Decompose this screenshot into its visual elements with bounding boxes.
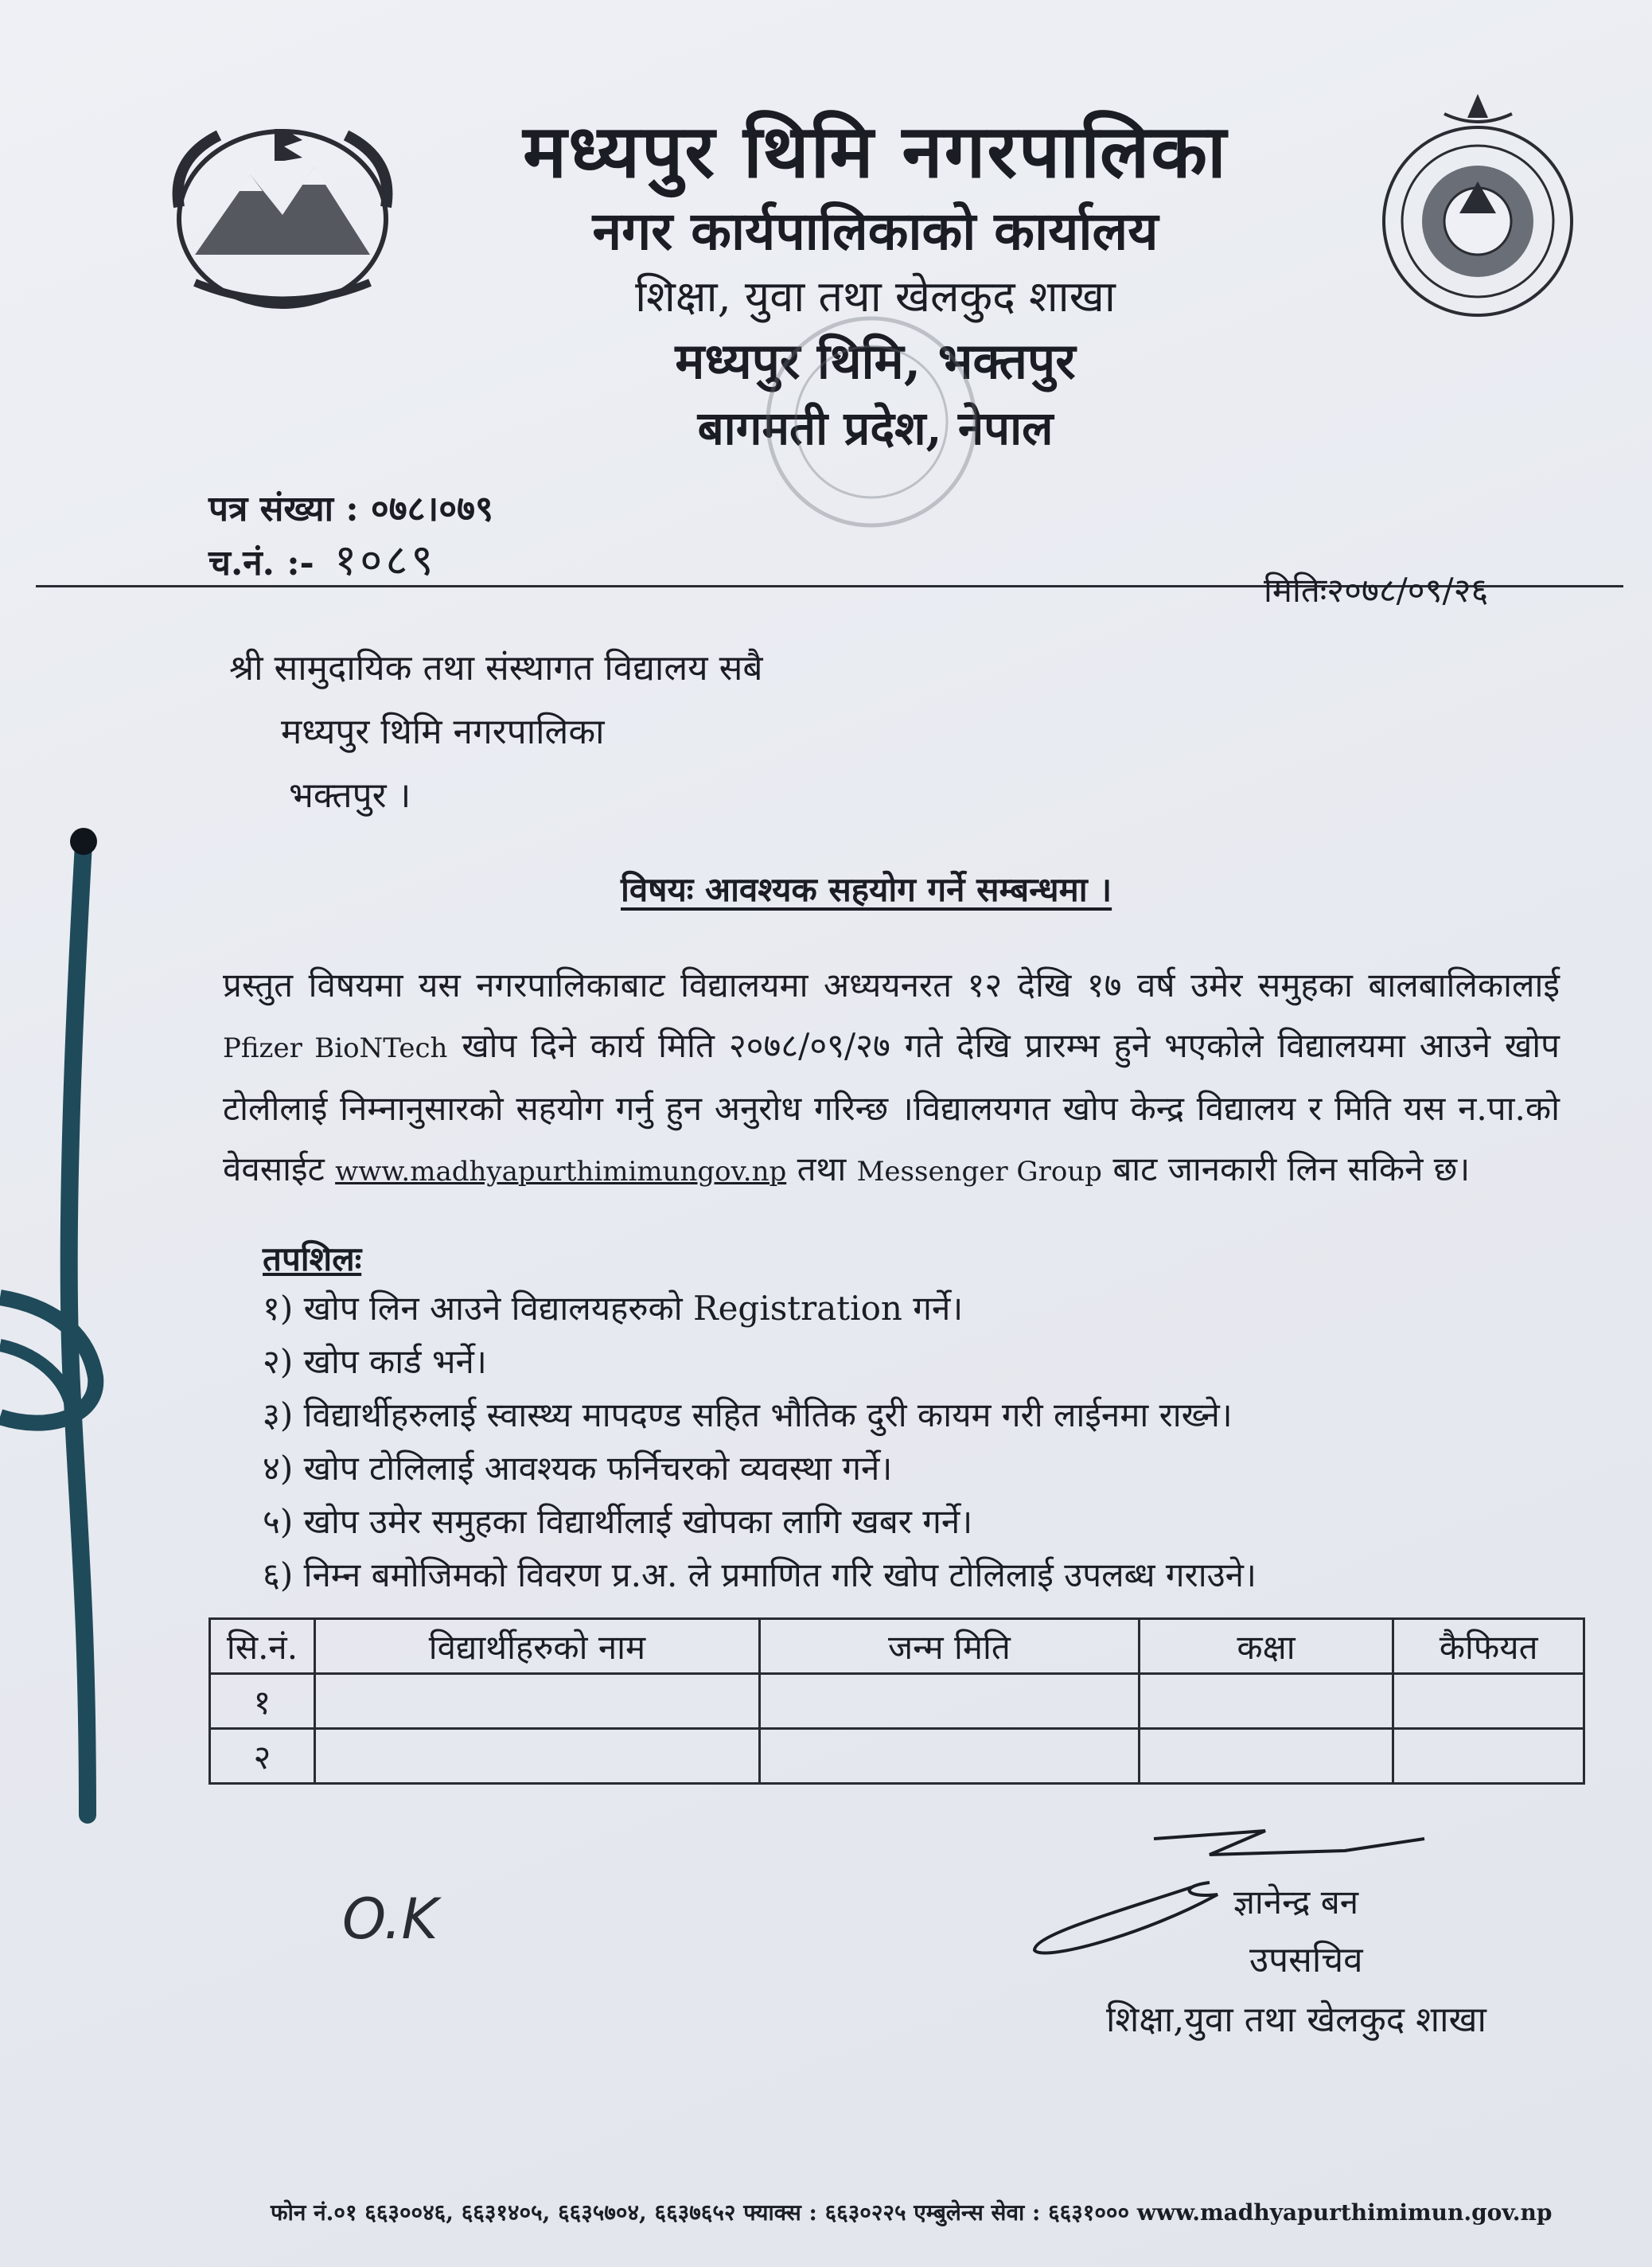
details-list [263,1282,1536,1602]
addressee-line: भक्तपुर । [289,775,411,816]
reference-block [208,484,493,589]
list-item: ४) खोप टोलिलाई आवश्यक फर्निचरको व्यवस्था गर्ने। [263,1449,893,1488]
col-class: कक्षा [1139,1619,1393,1674]
messenger-group: Messenger Group [856,1156,1102,1188]
col-remarks: कैफियत [1393,1619,1584,1674]
table-row: १ [210,1674,1584,1729]
signatory-office: शिक्षा,युवा तथा खेलकुद शाखा [1106,2000,1486,2040]
list-item: २) खोप कार्ड भर्ने। [263,1342,487,1381]
office-stamp-icon [740,302,1003,541]
student-table [208,1617,1585,1785]
office-name: नगर कार्यपालिकाको कार्यालय [592,200,1159,262]
footer-contact: फोन नं.०१ ६६३००४६, ६६३१४०५, ६६३५७०४, ६६३७६५२ फ्याक्स : ६६३०२२५ एम्बुलेन्स सेवा : ६६३१००० www.madhyapurthimimun.gov.np [271,2199,1553,2226]
addressee-line: श्री सामुदायिक तथा संस्थागत विद्यालय सबै [229,648,763,689]
list-item: ५) खोप उमेर समुहका विद्यार्थीलाई खोपका लागि खबर गर्ने। [263,1502,973,1541]
punch-hole [70,828,97,855]
municipality-name: मध्यपुर थिमि नगरपालिका [523,108,1228,194]
binding-cord [0,828,111,1831]
nepal-emblem-icon [163,111,402,318]
vaccine-name: Pfizer BioNTech [223,1032,448,1064]
col-birth-date: जन्म मिति [759,1619,1139,1674]
province-name: बागमती प्रदेश, नेपाल [697,401,1054,455]
addressee-line: मध्यपुर थिमि नगरपालिका [281,712,605,752]
details-heading: तपशिलः [263,1239,362,1278]
addressee-block [229,637,763,828]
col-serial: सि.नं. [210,1619,315,1674]
col-student-name: विद्यार्थीहरुको नाम [314,1619,759,1674]
body-paragraph: प्रस्तुत विषयमा यस नगरपालिकाबाट विद्यालयमा अध्ययनरत १२ देखि १७ वर्ष उमेर समुहका बालबालिकालाई Pfizer BioNTech खोप दिने कार्य मिति २०७८/०९/२७ गते देखि प्रारम्भ हुने भएकोले विद्यालयमा आउने खोप टोलीलाई निम्नानुसारको सहयोग गर्नु हुन अनुरोध गरिन्छ ।विद्यालयगत खोप केन्द्र विद्यालय र मिति यस न.पा.को वेवसाईट www.madhyapurthimimungov.np तथा Messenger Group बाट जानकारी लिन सकिने छ। [223,966,1560,1188]
signatory-title: उपसचिव [1249,1940,1363,1980]
municipality-seal-icon [1369,86,1588,325]
list-item: १) खोप लिन आउने विद्यालयहरुको Registration गर्ने। [263,1289,964,1328]
chalani-handwritten: १०८९ [334,535,437,585]
list-item: ६) निम्न बमोजिमको विवरण प्र.अ. ले प्रमाणित गरि खोप टोलिलाई उपलब्ध गराउने। [263,1555,1257,1594]
website-link[interactable]: www.madhyapurthimimungov.np [335,1156,787,1188]
patra-sankhya: पत्र संख्या : ०७८।०७९ [208,489,493,529]
location-name: मध्यपुर थिमि, भक्तपुर [675,332,1076,390]
chalani-number: च.नं. :- १०८९ [208,535,437,585]
table-header-row [210,1619,1584,1674]
list-item: ३) विद्यार्थीहरुलाई स्वास्थ्य मापदण्ड सहित भौतिक दुरी कायम गरी लाईनमा राख्ने। [263,1395,1233,1434]
handwritten-ok-note: O.K [342,1887,438,1952]
letter-date: मितिः२०७८/०९/२६ [1264,571,1489,610]
subject-line: विषयः आवश्यक सहयोग गर्ने सम्बन्धमा । [621,870,1112,909]
signatory-name: ज्ञानेन्द्र बन [1233,1883,1359,1922]
branch-name: शिक्षा, युवा तथा खेलकुद शाखा [635,271,1116,322]
table-row: २ [210,1729,1584,1784]
